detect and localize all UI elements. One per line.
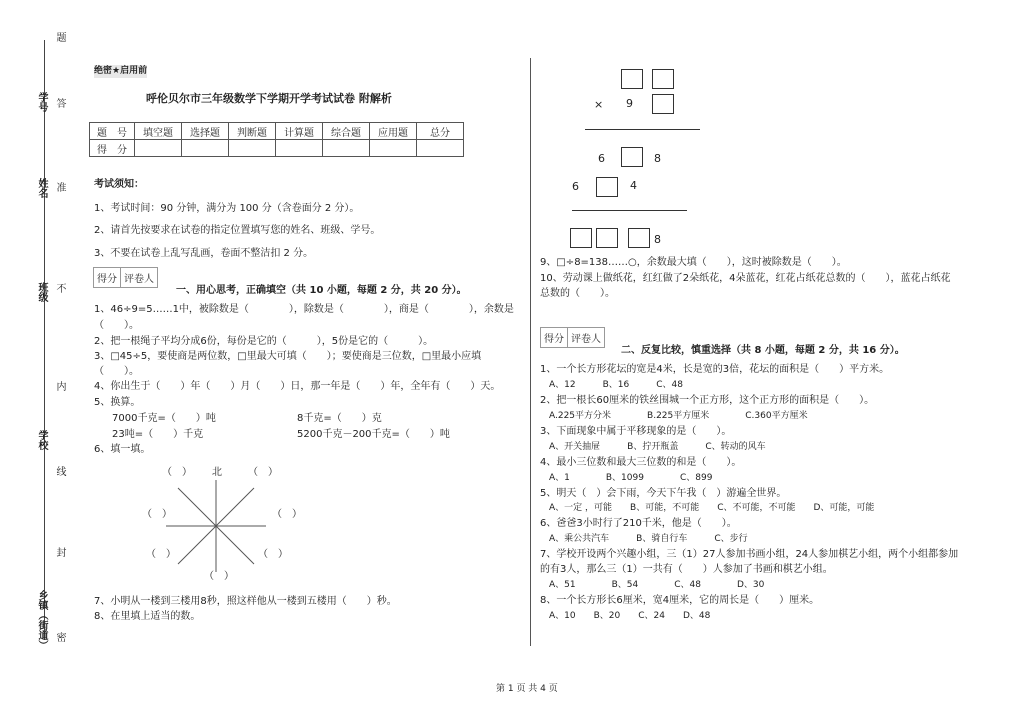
compass-blank[interactable]: （ ） <box>146 549 176 560</box>
question-line: 总数的（ ）。 <box>540 288 615 299</box>
margin-label: 答 <box>54 98 65 108</box>
margin-label: 题 <box>54 32 65 42</box>
score-header-cell: 题 号 <box>90 123 135 140</box>
digit-box[interactable] <box>621 69 643 89</box>
scorer-grader-label: 评卷人 <box>124 274 154 285</box>
secret-label: 绝密★启用前 <box>94 66 148 76</box>
margin-label: 乡镇（街道） <box>36 590 47 650</box>
puzzle-digit: 4 <box>630 179 637 192</box>
times-sign: × <box>594 98 604 111</box>
margin-label: 准 <box>54 182 65 192</box>
score-cell[interactable] <box>417 140 464 157</box>
question-line: 8、一个长方形长6厘米，宽4厘米，它的周长是（ ）厘米。 <box>540 595 820 606</box>
digit-box[interactable] <box>652 69 674 89</box>
section1-title: 一、用心思考，正确填空（共 10 小题，每题 2 分，共 20 分）。 <box>176 285 467 296</box>
puzzle-digit: 8 <box>654 152 661 165</box>
score-header-cell: 计算题 <box>276 123 323 140</box>
puzzle-digit: 6 <box>598 152 605 165</box>
question-line: 5、明天（ ）会下雨，今天下午我（ ）游遍全世界。 <box>540 488 787 499</box>
notice-item: 1、考试时间：90 分钟，满分为 100 分（含卷面分 2 分）。 <box>94 203 360 214</box>
score-header-cell: 综合题 <box>323 123 370 140</box>
score-cell[interactable] <box>323 140 370 157</box>
question-line: 8、在里填上适当的数。 <box>94 611 201 622</box>
page-title: 呼伦贝尔市三年级数学下学期开学考试试卷 附解析 <box>146 92 392 105</box>
score-header-cell: 应用题 <box>370 123 417 140</box>
score-header-cell: 总分 <box>417 123 464 140</box>
scorer-score-label: 得分 <box>94 268 121 287</box>
compass-blank[interactable]: （ ） <box>162 467 192 478</box>
margin-label: 班级 <box>36 282 47 302</box>
score-cell[interactable] <box>370 140 417 157</box>
score-cell[interactable] <box>276 140 323 157</box>
question-line: 1、46÷9=5……1中，被除数是（ ），除数是（ ），商是（ ），余数是 <box>94 304 514 315</box>
margin-label: 学号 <box>36 92 47 112</box>
conversion-item: 23吨=（ ）千克 <box>112 429 204 440</box>
question-line: （ ）。 <box>94 366 139 377</box>
question-line: 7、学校开设两个兴趣小组，三（1）27人参加书画小组，24人参加棋艺小组，两个小组都参加 <box>540 549 959 560</box>
puzzle-rule <box>572 210 687 211</box>
compass-diagram <box>140 462 300 582</box>
score-table <box>89 122 464 157</box>
page-number: 第 1 页 共 4 页 <box>496 684 558 694</box>
question-line: 3、下面现象中属于平移现象的是（ ）。 <box>540 426 732 437</box>
score-cell[interactable] <box>182 140 229 157</box>
conversion-item: 5200千克－200千克=（ ）吨 <box>297 429 450 440</box>
question-line: 2、把一根绳子平均分成6份，每份是它的（ ），5份是它的（ ）。 <box>94 336 434 347</box>
option-line: A.225平方分米 B.225平方厘米 C.360平方厘米 <box>540 411 808 421</box>
puzzle-digit: 9 <box>626 97 633 110</box>
puzzle-digit: 8 <box>654 233 661 246</box>
margin-label: 封 <box>54 547 65 557</box>
margin-label: 姓名 <box>36 178 47 198</box>
question-line: 的有3人，那么三（1）一共有（ ）人参加了书画和棋艺小组。 <box>540 564 833 575</box>
compass-north-label: 北 <box>212 467 222 478</box>
option-line: A、开关抽屉 B、拧开瓶盖 C、转动的风车 <box>540 442 766 452</box>
question-line: 10、劳动课上做纸花，红红做了2朵纸花，4朵蓝花，红花占纸花总数的（ ），蓝花占纸花 <box>540 273 951 284</box>
compass-blank[interactable]: （ ） <box>272 509 302 520</box>
margin-label: 内 <box>54 381 65 391</box>
question-line: 9、□÷8=138……○，余数最大填（ ），这时被除数是（ ）。 <box>540 257 847 268</box>
compass-blank[interactable]: （ ） <box>248 467 278 478</box>
digit-box[interactable] <box>596 177 618 197</box>
scorer-box <box>540 327 605 348</box>
margin-label: 不 <box>54 283 65 293</box>
question-line: 4、最小三位数和最大三位数的和是（ ）。 <box>540 457 742 468</box>
score-cell[interactable] <box>229 140 276 157</box>
question-line: 3、□45÷5，要使商是两位数，□里最大可填（ ）；要使商是三位数，□里最小应填 <box>94 351 482 362</box>
margin-label: 密 <box>54 632 65 642</box>
margin-label: 线 <box>54 466 65 476</box>
digit-box[interactable] <box>652 94 674 114</box>
notice-heading: 考试须知： <box>94 179 144 190</box>
question-line: 1、一个长方形花坛的宽是4米，长是宽的3倍，花坛的面积是（ ）平方米。 <box>540 364 890 375</box>
puzzle-digit: 6 <box>572 180 579 193</box>
question-line: 7、小明从一楼到三楼用8秒，照这样他从一楼到五楼用（ ）秒。 <box>94 596 397 607</box>
question-line: 2、把一根长60厘米的铁丝围城一个正方形，这个正方形的面积是（ ）。 <box>540 395 875 406</box>
question-line: （ ）。 <box>94 320 139 331</box>
digit-box[interactable] <box>621 147 643 167</box>
scorer-score-label: 得分 <box>541 328 568 347</box>
option-line: A、乘公共汽车 B、骑自行车 C、步行 <box>540 534 748 544</box>
margin-label: 学校 <box>36 430 47 450</box>
question-line: 6、填一填。 <box>94 444 151 455</box>
puzzle-rule <box>585 129 700 130</box>
option-line: A、10 B、20 C、24 D、48 <box>540 611 711 621</box>
option-line: A、一定 ，可能 B、可能，不可能 C、不可能，不可能 D、可能，可能 <box>540 503 875 513</box>
score-header-cell: 判断题 <box>229 123 276 140</box>
score-row-label: 得 分 <box>90 140 135 157</box>
option-line: A、51 B、54 C、48 D、30 <box>540 580 765 590</box>
question-line: 6、爸爸3小时行了210千米，他是（ ）。 <box>540 518 737 529</box>
notice-item: 3、不要在试卷上乱写乱画，卷面不整洁扣 2 分。 <box>94 248 314 259</box>
digit-box[interactable] <box>628 228 650 248</box>
scorer-box <box>93 267 158 288</box>
column-divider <box>530 58 531 646</box>
digit-box[interactable] <box>570 228 592 248</box>
conversion-item: 7000千克=（ ）吨 <box>112 413 216 424</box>
scorer-grader-label: 评卷人 <box>571 334 601 345</box>
score-header-cell: 填空题 <box>135 123 182 140</box>
option-line: A、1 B、1099 C、899 <box>540 473 713 483</box>
score-header-cell: 选择题 <box>182 123 229 140</box>
question-line: 4、你出生于（ ）年（ ）月（ ）日，那一年是（ ）年，全年有（ ）天。 <box>94 381 501 392</box>
compass-blank[interactable]: （ ） <box>204 571 234 582</box>
digit-box[interactable] <box>596 228 618 248</box>
section2-title: 二、反复比较，慎重选择（共 8 小题，每题 2 分，共 16 分）。 <box>621 345 905 356</box>
compass-blank[interactable]: （ ） <box>142 509 172 520</box>
conversion-item: 8千克=（ ）克 <box>297 413 382 424</box>
compass-blank[interactable]: （ ） <box>258 549 288 560</box>
score-cell[interactable] <box>135 140 182 157</box>
question-line: 5、换算。 <box>94 397 141 408</box>
notice-item: 2、请首先按要求在试卷的指定位置填写您的姓名、班级、学号。 <box>94 225 381 236</box>
option-line: A、12 B、16 C、48 <box>540 380 683 390</box>
